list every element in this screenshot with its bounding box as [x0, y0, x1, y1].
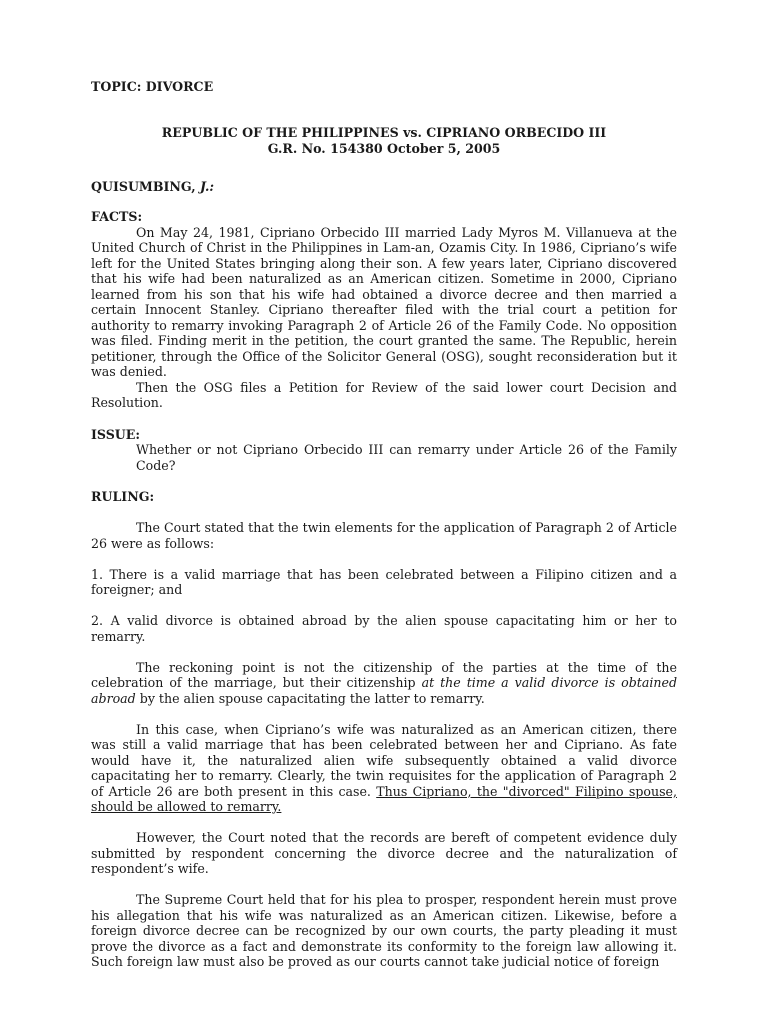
- ruling-paragraph-4: However, the Court noted that the records are bereft of competent evidence duly submitted by respondent concerning the divorce decree and the naturalization of respondent’s wife.: [91, 830, 677, 876]
- ruling-p3-text: In this case, when Cipriano’s wife was naturalized as an American citizen, there was still a valid marriage that has been celebrated between her and Cipriano. As fate would have it, the naturalized alien wife subsequently obtained a valid divorce capacitating her to remarry. Clearly, the twin requisites for the application of Paragraph 2 of Article 26 are both present in this case.: [91, 721, 677, 799]
- ruling-paragraph-3: [91, 722, 677, 815]
- case-gr-number: G.R. No. 154380 October 5, 2005: [267, 141, 501, 156]
- issue-heading: ISSUE:: [91, 426, 141, 442]
- ponente-suffix: J.:: [199, 179, 214, 194]
- ruling-p2-text-c: by the alien spouse capacitating the latter to remarry.: [135, 690, 485, 706]
- ruling-paragraph-2: [91, 660, 677, 707]
- ponente: [91, 179, 677, 195]
- ruling-item-1: 1. There is a valid marriage that has been celebrated between a Filipino citizen and a foreigner; and: [91, 566, 677, 597]
- facts-heading: FACTS:: [91, 209, 143, 224]
- case-title-block: [91, 125, 677, 157]
- ruling-heading: RULING:: [91, 489, 155, 504]
- ruling-p3-underlined: Thus Cipriano, the "divorced" Filipino spouse, should be allowed to remarry.: [91, 783, 677, 814]
- ruling-item-2: 2. A valid divorce is obtained abroad by the alien spouse capacitating him or her to remarry.: [91, 613, 677, 644]
- ruling-paragraph-5: The Supreme Court held that for his plea to prosper, respondent herein must prove his allegation that his wife was naturalized as an American citizen. Likewise, before a foreign divorce decree can be recognized by our own courts, the party pleading it must prove the divorce as a fact and demonstrate its conformity to the foreign law allowing it. Such foreign law must also be proved as our courts cannot take judicial notice of foreign: [91, 892, 677, 969]
- facts-paragraph-2: Then the OSG files a Petition for Review of the said lower court Decision and Resolution.: [91, 379, 677, 410]
- ruling-p2-text-a: The reckoning point is not the citizenship of the parties at the time of the celebration of the marriage, but their citizenship: [91, 659, 677, 690]
- topic-line: TOPIC: DIVORCE: [91, 79, 214, 94]
- ruling-p2-italic: at the time a valid divorce is obtained abroad: [91, 675, 678, 706]
- case-title: REPUBLIC OF THE PHILIPPINES vs. CIPRIANO ORBECIDO III: [161, 125, 607, 140]
- ruling-paragraph-1: The Court stated that the twin elements for the application of Paragraph 2 of Article 26 were as follows:: [91, 520, 677, 551]
- issue-text: Whether or not Cipriano Orbecido III can remarry under Article 26 of the Family Code?: [136, 442, 677, 473]
- facts-paragraph-1: On May 24, 1981, Cipriano Orbecido III married Lady Myros M. Villanueva at the United Church of Christ in the Philippines in Lam-an, Ozamis City. In 1986, Cipriano’s wife left for the United States bringing along their son. A few years later, Cipriano discovered that his wife had been naturalized as an American citizen. Sometime in 2000, Cipriano learned from his son that his wife had obtained a divorce decree and then married a certain Innocent Stanley. Cipriano thereafter filed with the trial court a petition for authority to remarry invoking Paragraph 2 of Article 26 of the Family Code. No opposition was filed. Finding merit in the petition, the court granted the same. The Republic, herein petitioner, through the Office of the Solicitor General (OSG), sought reconsideration but it was denied.: [91, 224, 677, 379]
- ponente-name: QUISUMBING,: [91, 179, 200, 194]
